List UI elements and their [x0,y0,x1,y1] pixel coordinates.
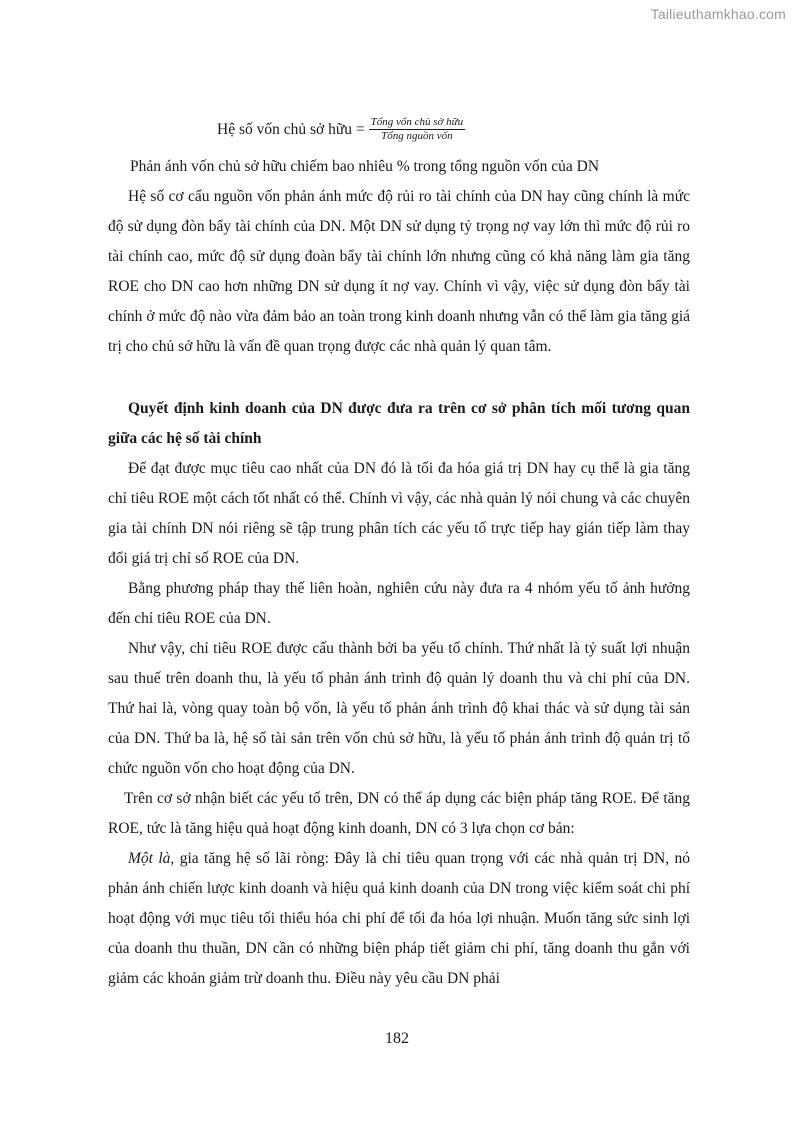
paragraph-option-one [108,844,690,994]
equity-ratio-formula [217,116,465,143]
watermark: Tailieuthamkhao.com [650,6,786,22]
page-number: 182 [385,1030,409,1047]
paragraph-roe-factors: Như vậy, chỉ tiêu ROE được cấu thành bởi ba yếu tố chính. Thứ nhất là tỷ suất lợi nhuận sau thuế trên doanh thu, là yếu tố phản ánh trình độ quản lý doanh thu và chi phí của DN. Thứ hai là, vòng quay toàn bộ vốn, là yếu tố phản ánh trình độ khai thác và sử dụng tài sản của DN. Thứ ba là, hệ số tài sản trên vốn chủ sở hữu, là yếu tố phản ánh trình độ quản trị tổ chức nguồn vốn cho hoạt động của DN. [108,640,690,777]
formula-lhs: Hệ số vốn chủ sở hữu = [217,120,365,138]
paragraph-equity-ratio-meaning: Phản ánh vốn chủ sở hữu chiếm bao nhiêu % trong tổng nguồn vốn của DN [130,158,600,175]
paragraph-roe-measures: Trên cơ sở nhận biết các yếu tố trên, DN có thể áp dụng các biện pháp tăng ROE. Để tăng ROE, tức là tăng hiệu quả hoạt động kinh doanh, DN có 3 lựa chọn cơ bản: [108,790,690,837]
formula-denominator: Tổng nguồn vốn [381,130,453,142]
section-heading: Quyết định kinh doanh của DN được đưa ra trên cơ sở phân tích mối tương quan giữa các hệ số tài chính [108,400,690,447]
formula-fraction [369,116,466,143]
paragraph-replacement-method: Bằng phương pháp thay thế liên hoàn, nghiên cứu này đưa ra 4 nhóm yếu tố ảnh hưởng đến chỉ tiêu ROE của DN. [108,580,690,627]
formula-numerator: Tổng vốn chủ sở hữu [370,116,464,128]
paragraph-capital-structure: Hệ số cơ cấu nguồn vốn phản ánh mức độ rủi ro tài chính của DN hay cũng chính là mức độ sử dụng đòn bẩy tài chính của DN. Một DN sử dụng tỷ trọng nợ vay lớn thì mức độ rủi ro tài chính cao, mức độ sử dụng đoàn bẩy tài chính lớn nhưng cũng có khả năng làm gia tăng ROE cho DN cao hơn những DN sử dụng ít nợ vay. Chính vì vậy, việc sử dụng đòn bẩy tài chính ở mức độ nào vừa đảm bảo an toàn trong kinh doanh nhưng vẫn có thể làm gia tăng giá trị cho chủ sở hữu là vấn đề quan trọng được các nhà quản lý quan tâm. [108,188,690,355]
paragraph-roe-goal: Để đạt được mục tiêu cao nhất của DN đó là tối đa hóa giá trị DN hay cụ thể là gia tăng chỉ tiêu ROE một cách tốt nhất có thể. Chính vì vậy, các nhà quản lý nói chung và các chuyên gia tài chính DN nói riêng sẽ tập trung phân tích các yếu tố trực tiếp hay gián tiếp làm thay đổi giá trị chỉ số ROE của DN. [108,460,690,567]
option-one-text: , gia tăng hệ số lãi ròng: Đây là chỉ tiêu quan trọng với các nhà quản trị DN, nó phản ánh chiến lược kinh doanh và hiệu quả kinh doanh của DN trong việc kiểm soát chi phí hoạt động với mục tiêu tối thiểu hóa chi phí để tối đa hóa lợi nhuận. Muốn tăng sức sinh lợi của doanh thu thuần, DN cần có những biện pháp tiết giảm chi phí, tăng doanh thu gắn với giảm các khoản giảm trừ doanh thu. Điều này yêu cầu DN phải [108,850,690,987]
option-one-lead: Một là [128,850,171,867]
